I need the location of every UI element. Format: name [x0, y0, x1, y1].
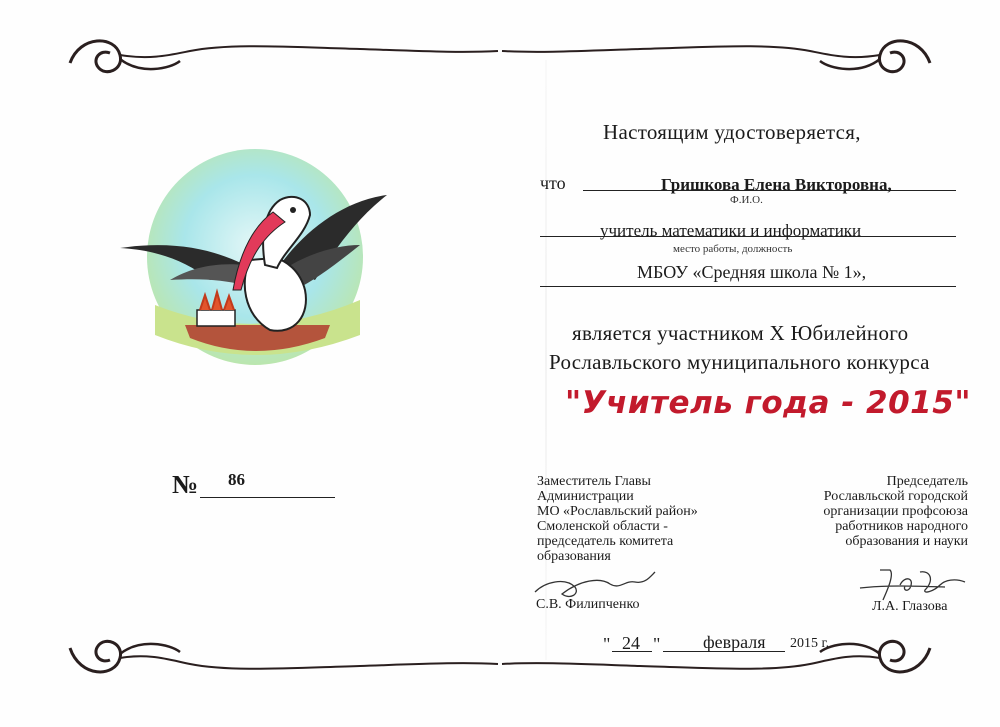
date-day: 24: [622, 633, 640, 653]
right-title-line: образования и науки: [845, 534, 968, 549]
right-title-line: Рославльской городской: [823, 489, 968, 504]
position-value: учитель математики и информатики: [600, 221, 862, 240]
date-month: февраля: [703, 632, 766, 652]
right-signatory-name: Л.А. Глазова: [872, 599, 948, 614]
workplace-value: МБОУ «Средняя школа № 1»,: [637, 262, 867, 282]
left-title-line: Заместитель Главы: [537, 474, 651, 489]
name-caption: Ф.И.О.: [730, 194, 763, 206]
contest-title: "Учитель года - 2015": [565, 385, 971, 421]
pelican-emblem-icon: [115, 140, 390, 375]
number-symbol: №: [172, 470, 199, 499]
number-underline: [200, 478, 335, 498]
left-signatory-name: С.В. Филипченко: [536, 597, 640, 612]
ornament-top-left: [60, 25, 500, 85]
right-signatory-title: [768, 474, 968, 549]
workplace-underline: [540, 268, 956, 287]
certify-heading: Настоящим удостоверяется,: [603, 120, 861, 144]
participant-line-1: является участником Х Юбилейного: [572, 321, 909, 345]
ornament-top-right: [500, 25, 940, 85]
ornament-bottom-left: [60, 620, 500, 690]
date-open-quote: ": [603, 634, 611, 654]
left-title-line: МО «Рославльский район»: [537, 504, 698, 519]
left-signatory-title: [537, 474, 698, 564]
left-title-line: Смоленской области -: [537, 519, 668, 534]
number-value: 86: [228, 470, 245, 489]
right-title-line: Председатель: [886, 474, 968, 489]
right-title-line: работников народного: [835, 519, 968, 534]
position-caption: место работы, должность: [673, 243, 793, 255]
that-label: что: [540, 173, 566, 193]
ornament-bottom-right: [500, 620, 940, 690]
name-value: Гришкова Елена Викторовна,: [661, 175, 892, 194]
left-title-line: Администрации: [537, 489, 634, 504]
date-close-quote: ": [653, 634, 661, 654]
left-title-line: образования: [537, 549, 611, 564]
right-title-line: организации профсоюза: [823, 504, 968, 519]
participant-line-2: Рославльского муниципального конкурса: [549, 350, 930, 374]
date-year: 2015 г.: [790, 636, 830, 651]
left-title-line: председатель комитета: [537, 534, 674, 549]
